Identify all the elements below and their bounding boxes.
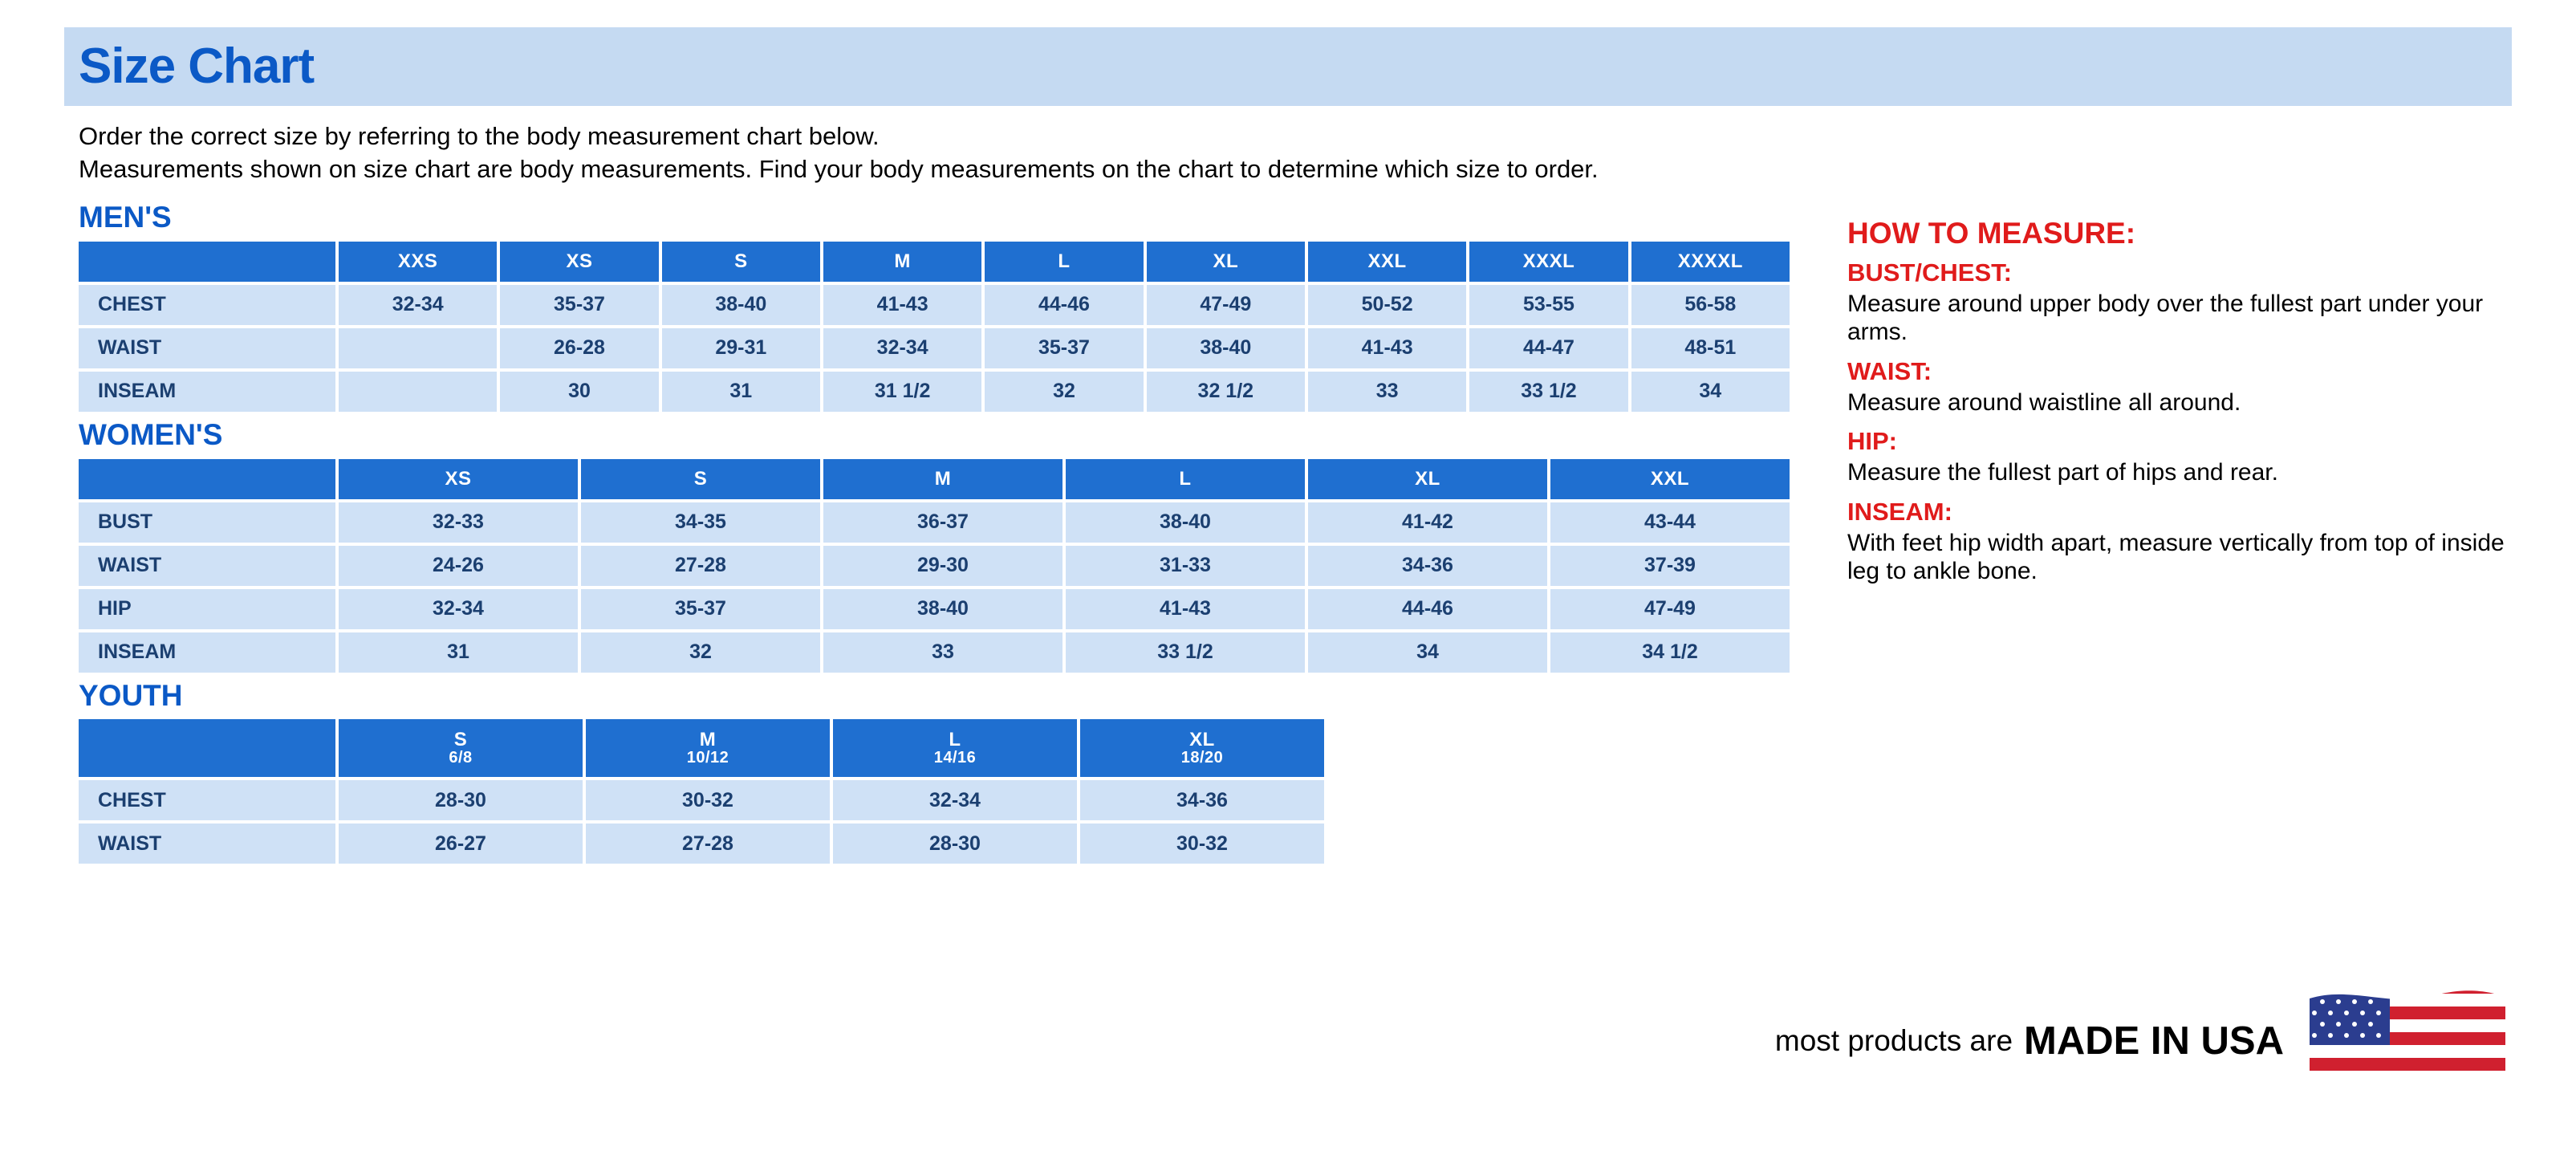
womens-waist-l: 31-33	[1066, 546, 1305, 586]
mens-waist-xxs	[339, 328, 497, 368]
mens-header-s: S	[662, 242, 820, 282]
womens-row-label-waist: WAIST	[79, 546, 335, 586]
table-header-row	[79, 242, 1790, 282]
womens-waist-xs: 24-26	[339, 546, 578, 586]
mens-inseam-xxxl: 33 1/2	[1469, 372, 1627, 412]
mens-chest-xxxxl: 56-58	[1631, 285, 1790, 325]
tables-column	[64, 197, 1814, 868]
youth-header-m-sub: 10/12	[686, 749, 729, 767]
youth-header-blank	[79, 719, 335, 777]
mens-section-title: MEN'S	[79, 200, 172, 234]
womens-inseam-m: 33	[823, 632, 1062, 673]
table-row	[79, 328, 1790, 368]
mens-size-table	[75, 238, 1793, 415]
mens-chest-xs: 35-37	[500, 285, 658, 325]
youth-header-xl-sub: 18/20	[1180, 749, 1224, 767]
mens-waist-xl: 38-40	[1147, 328, 1305, 368]
how-to-measure-title: HOW TO MEASURE:	[1847, 216, 2136, 250]
mens-waist-xs: 26-28	[500, 328, 658, 368]
mens-chest-xl: 47-49	[1147, 285, 1305, 325]
womens-inseam-s: 32	[581, 632, 820, 673]
youth-header-m-main: M	[699, 729, 717, 751]
womens-hip-m: 38-40	[823, 589, 1062, 629]
mens-header-xxxl: XXXL	[1469, 242, 1627, 282]
womens-waist-xl: 34-36	[1308, 546, 1547, 586]
youth-header-xl-main: XL	[1189, 729, 1215, 751]
youth-chest-xl: 34-36	[1080, 780, 1324, 820]
mens-chest-xxl: 50-52	[1308, 285, 1466, 325]
womens-row-label-bust: BUST	[79, 502, 335, 543]
measure-desc-bust-chest: Measure around upper body over the fullest part under your arms.	[1847, 290, 2484, 346]
womens-bust-s: 34-35	[581, 502, 820, 543]
mens-header-m: M	[823, 242, 981, 282]
youth-chest-l: 32-34	[833, 780, 1077, 820]
mens-row-label-waist: WAIST	[79, 328, 335, 368]
youth-section-title: YOUTH	[79, 678, 183, 712]
womens-waist-m: 29-30	[823, 546, 1062, 586]
measure-term-inseam: INSEAM:	[1847, 497, 1952, 526]
mens-header-l: L	[985, 242, 1143, 282]
womens-header-s: S	[581, 459, 820, 499]
womens-hip-l: 41-43	[1066, 589, 1305, 629]
womens-header-xs: XS	[339, 459, 578, 499]
mens-chest-xxxl: 53-55	[1469, 285, 1627, 325]
measure-desc-hip: Measure the fullest part of hips and rear.	[1847, 459, 2278, 486]
measure-term-bust-chest: BUST/CHEST:	[1847, 258, 2012, 287]
youth-header-s-main: S	[453, 729, 468, 751]
womens-hip-xl: 44-46	[1308, 589, 1547, 629]
mens-chest-xxs: 32-34	[339, 285, 497, 325]
youth-header-l-sub: 14/16	[933, 749, 977, 767]
table-row	[79, 780, 1324, 820]
youth-row-label-waist: WAIST	[79, 824, 335, 864]
intro-line-1: Order the correct size by referring to the body measurement chart below.	[79, 122, 880, 150]
womens-size-table	[75, 456, 1793, 676]
womens-header-blank	[79, 459, 335, 499]
youth-header-s	[339, 719, 583, 777]
table-row	[79, 589, 1790, 629]
womens-hip-xs: 32-34	[339, 589, 578, 629]
content-area	[64, 197, 2512, 868]
youth-header-l	[833, 719, 1077, 777]
womens-bust-m: 36-37	[823, 502, 1062, 543]
mens-inseam-s: 31	[662, 372, 820, 412]
mens-inseam-l: 32	[985, 372, 1143, 412]
mens-header-blank	[79, 242, 335, 282]
mens-chest-m: 41-43	[823, 285, 981, 325]
mens-header-xl: XL	[1147, 242, 1305, 282]
youth-size-table	[75, 716, 1327, 867]
mens-inseam-xs: 30	[500, 372, 658, 412]
table-row	[79, 632, 1790, 673]
mens-inseam-m: 31 1/2	[823, 372, 981, 412]
mens-row-label-chest: CHEST	[79, 285, 335, 325]
womens-bust-xxl: 43-44	[1550, 502, 1790, 543]
youth-chest-s: 28-30	[339, 780, 583, 820]
measure-desc-inseam: With feet hip width apart, measure vertically from top of inside leg to ankle bone.	[1847, 529, 2505, 585]
womens-waist-xxl: 37-39	[1550, 546, 1790, 586]
womens-hip-xxl: 47-49	[1550, 589, 1790, 629]
mens-waist-l: 35-37	[985, 328, 1143, 368]
womens-header-m: M	[823, 459, 1062, 499]
mens-inseam-xxxxl: 34	[1631, 372, 1790, 412]
mens-header-xxs: XXS	[339, 242, 497, 282]
table-row	[79, 546, 1790, 586]
made-in-usa-big-text: MADE IN USA	[2024, 1019, 2284, 1063]
table-row	[79, 285, 1790, 325]
how-to-measure-column	[1814, 197, 2512, 868]
womens-header-xl: XL	[1308, 459, 1547, 499]
womens-bust-xs: 32-33	[339, 502, 578, 543]
mens-waist-xxl: 41-43	[1308, 328, 1466, 368]
made-in-usa-small-text: most products are	[1774, 1024, 2013, 1057]
womens-waist-s: 27-28	[581, 546, 820, 586]
womens-inseam-xs: 31	[339, 632, 578, 673]
womens-inseam-xxl: 34 1/2	[1550, 632, 1790, 673]
youth-waist-s: 26-27	[339, 824, 583, 864]
mens-inseam-xxl: 33	[1308, 372, 1466, 412]
table-row	[79, 372, 1790, 412]
mens-chest-s: 38-40	[662, 285, 820, 325]
womens-row-label-hip: HIP	[79, 589, 335, 629]
womens-section-title: WOMEN'S	[79, 417, 223, 451]
mens-waist-m: 32-34	[823, 328, 981, 368]
made-in-usa-block	[1775, 981, 2512, 1101]
page-banner	[64, 27, 2512, 106]
youth-header-m	[586, 719, 830, 777]
mens-chest-l: 44-46	[985, 285, 1143, 325]
youth-chest-m: 30-32	[586, 780, 830, 820]
womens-header-xxl: XXL	[1550, 459, 1790, 499]
womens-bust-l: 38-40	[1066, 502, 1305, 543]
mens-header-xxl: XXL	[1308, 242, 1466, 282]
page-title: Size Chart	[79, 39, 315, 94]
mens-row-label-inseam: INSEAM	[79, 372, 335, 412]
youth-waist-xl: 30-32	[1080, 824, 1324, 864]
mens-inseam-xl: 32 1/2	[1147, 372, 1305, 412]
youth-row-label-chest: CHEST	[79, 780, 335, 820]
youth-header-l-main: L	[949, 729, 961, 751]
measure-desc-waist: Measure around waistline all around.	[1847, 388, 2241, 416]
intro-text	[64, 120, 2512, 186]
womens-bust-xl: 41-42	[1308, 502, 1547, 543]
mens-header-xxxxl: XXXXL	[1631, 242, 1790, 282]
mens-inseam-xxs	[339, 372, 497, 412]
size-chart-page	[0, 27, 2576, 1159]
youth-waist-l: 28-30	[833, 824, 1077, 864]
womens-inseam-xl: 34	[1308, 632, 1547, 673]
mens-header-xs: XS	[500, 242, 658, 282]
womens-row-label-inseam: INSEAM	[79, 632, 335, 673]
youth-header-s-sub: 6/8	[449, 749, 473, 767]
mens-waist-s: 29-31	[662, 328, 820, 368]
womens-inseam-l: 33 1/2	[1066, 632, 1305, 673]
table-header-row	[79, 459, 1790, 499]
intro-line-2: Measurements shown on size chart are body measurements. Find your body measurements on the chart to determine which size to order.	[79, 154, 1599, 183]
mens-waist-xxxl: 44-47	[1469, 328, 1627, 368]
table-row	[79, 502, 1790, 543]
mens-waist-xxxxl: 48-51	[1631, 328, 1790, 368]
womens-header-l: L	[1066, 459, 1305, 499]
measure-term-waist: WAIST:	[1847, 356, 1932, 385]
usa-flag-icon	[2303, 981, 2512, 1101]
measure-term-hip: HIP:	[1847, 427, 1897, 456]
youth-waist-m: 27-28	[586, 824, 830, 864]
table-header-row	[79, 719, 1324, 777]
youth-header-xl	[1080, 719, 1324, 777]
table-row	[79, 824, 1324, 864]
womens-hip-s: 35-37	[581, 589, 820, 629]
